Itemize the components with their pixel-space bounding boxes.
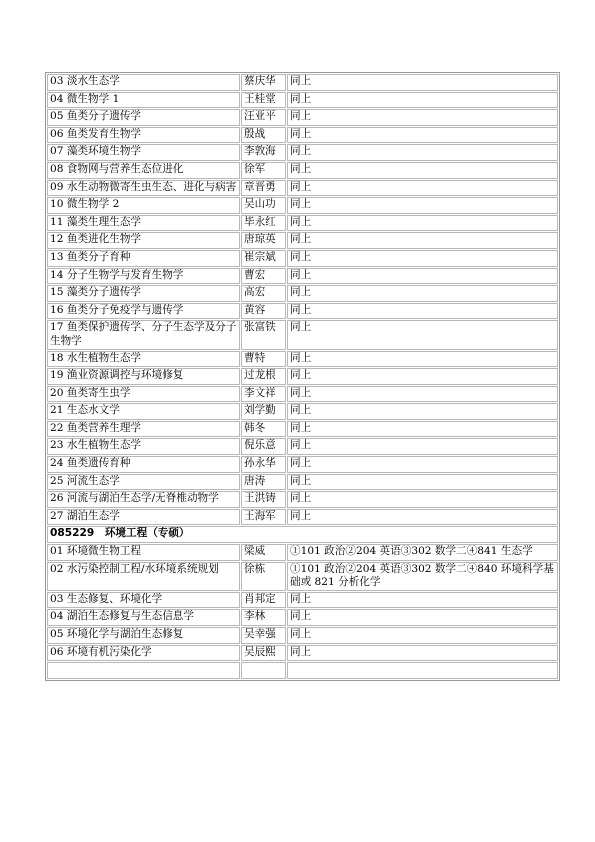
exam-cell: 同上	[287, 250, 558, 267]
tutor-cell: 梁威	[241, 544, 286, 561]
tutor-cell: 殷战	[241, 127, 286, 144]
direction-cell: 25 河流生态学	[47, 474, 240, 491]
exam-cell: 同上	[287, 215, 558, 232]
exam-cell: 同上	[287, 474, 558, 491]
tutor-cell: 刘学勤	[241, 403, 286, 420]
tutor-cell: 李敦海	[241, 144, 286, 161]
direction-cell: 10 微生物学 2	[47, 197, 240, 214]
enrollment-catalog-table	[45, 72, 560, 681]
direction-cell: 26 河流与湖泊生态学/无脊椎动物学	[47, 491, 240, 508]
table-row	[47, 74, 558, 91]
tutor-cell: 过龙根	[241, 368, 286, 385]
table-row	[47, 544, 558, 561]
tutor-cell: 王洪铸	[241, 491, 286, 508]
exam-cell: 同上	[287, 491, 558, 508]
table-row	[47, 645, 558, 662]
direction-cell: 15 藻类分子遗传学	[47, 285, 240, 302]
table-row	[47, 386, 558, 403]
tutor-cell: 毕永红	[241, 215, 286, 232]
tutor-cell: 吴辰熙	[241, 645, 286, 662]
direction-cell: 13 鱼类分子育种	[47, 250, 240, 267]
tutor-cell: 蔡庆华	[241, 74, 286, 91]
exam-cell: 同上	[287, 180, 558, 197]
direction-cell: 23 水生植物生态学	[47, 438, 240, 455]
table-row	[47, 268, 558, 285]
exam-cell: 同上	[287, 438, 558, 455]
table-row	[47, 491, 558, 508]
exam-cell: 同上	[287, 592, 558, 609]
tutor-cell: 崔宗斌	[241, 250, 286, 267]
exam-cell: 同上	[287, 92, 558, 109]
table-row	[47, 609, 558, 626]
exam-cell: 同上	[287, 351, 558, 368]
table-row	[47, 250, 558, 267]
table-row	[47, 351, 558, 368]
exam-cell: 同上	[287, 509, 558, 526]
table-row	[47, 232, 558, 249]
tutor-cell: 徐军	[241, 162, 286, 179]
exam-cell: 同上	[287, 386, 558, 403]
exam-cell: 同上	[287, 627, 558, 644]
exam-cell: ①101 政治②204 英语③302 数学二④840 环境科学基础或 821 分析化学	[287, 562, 558, 591]
exam-cell: 同上	[287, 162, 558, 179]
direction-cell: 11 藻类生理生态学	[47, 215, 240, 232]
section-header-row	[47, 526, 558, 543]
table-row	[47, 144, 558, 161]
table-row	[47, 162, 558, 179]
table-row	[47, 592, 558, 609]
tutor-cell: 倪乐意	[241, 438, 286, 455]
table-row	[47, 562, 558, 591]
table-row	[47, 320, 558, 349]
direction-cell: 21 生态水文学	[47, 403, 240, 420]
tutor-cell: 李文祥	[241, 386, 286, 403]
empty-row	[47, 662, 558, 679]
table-row	[47, 109, 558, 126]
exam-cell: 同上	[287, 285, 558, 302]
tutor-cell: 孙永华	[241, 456, 286, 473]
tutor-cell: 黄容	[241, 303, 286, 320]
tutor-cell: 唐涛	[241, 474, 286, 491]
table-row	[47, 92, 558, 109]
table-row	[47, 197, 558, 214]
direction-cell: 27 湖泊生态学	[47, 509, 240, 526]
direction-cell: 03 生态修复、环境化学	[47, 592, 240, 609]
exam-cell: 同上	[287, 109, 558, 126]
tutor-cell: 唐琼英	[241, 232, 286, 249]
table-row	[47, 509, 558, 526]
exam-cell: 同上	[287, 74, 558, 91]
tutor-cell: 章晋勇	[241, 180, 286, 197]
direction-cell: 02 水污染控制工程/水环境系统规划	[47, 562, 240, 591]
direction-cell: 20 鱼类寄生虫学	[47, 386, 240, 403]
exam-cell: 同上	[287, 645, 558, 662]
empty-cell	[47, 662, 240, 679]
tutor-cell: 王海军	[241, 509, 286, 526]
direction-cell: 08 食物网与营养生态位进化	[47, 162, 240, 179]
exam-cell: 同上	[287, 127, 558, 144]
tutor-cell: 王桂堂	[241, 92, 286, 109]
direction-cell: 19 渔业资源调控与环境修复	[47, 368, 240, 385]
table-row	[47, 215, 558, 232]
direction-cell: 22 鱼类营养生理学	[47, 421, 240, 438]
exam-cell: ①101 政治②204 英语③302 数学二④841 生态学	[287, 544, 558, 561]
exam-cell: 同上	[287, 609, 558, 626]
tutor-cell: 张富铁	[241, 320, 286, 349]
direction-cell: 05 环境化学与湖泊生态修复	[47, 627, 240, 644]
direction-cell: 06 环境有机污染化学	[47, 645, 240, 662]
exam-cell: 同上	[287, 320, 558, 349]
table-row	[47, 456, 558, 473]
table-row	[47, 421, 558, 438]
tutor-cell: 曹宏	[241, 268, 286, 285]
table-row	[47, 403, 558, 420]
table-row	[47, 627, 558, 644]
direction-cell: 01 环境微生物工程	[47, 544, 240, 561]
exam-cell: 同上	[287, 456, 558, 473]
exam-cell: 同上	[287, 268, 558, 285]
exam-cell: 同上	[287, 232, 558, 249]
catalog-body	[47, 74, 558, 679]
direction-cell: 12 鱼类进化生物学	[47, 232, 240, 249]
exam-cell: 同上	[287, 403, 558, 420]
exam-cell: 同上	[287, 197, 558, 214]
tutor-cell: 汪亚平	[241, 109, 286, 126]
exam-cell: 同上	[287, 303, 558, 320]
empty-cell	[241, 662, 286, 679]
direction-cell: 14 分子生物学与发育生物学	[47, 268, 240, 285]
section-title: 085229 环境工程（专硕）	[47, 526, 558, 543]
tutor-cell: 李林	[241, 609, 286, 626]
direction-cell: 04 湖泊生态修复与生态信息学	[47, 609, 240, 626]
table-row	[47, 180, 558, 197]
table-row	[47, 285, 558, 302]
direction-cell: 18 水生植物生态学	[47, 351, 240, 368]
direction-cell: 07 藻类环境生物学	[47, 144, 240, 161]
exam-cell: 同上	[287, 368, 558, 385]
table-row	[47, 127, 558, 144]
direction-cell: 24 鱼类遗传育种	[47, 456, 240, 473]
direction-cell: 09 水生动物微寄生虫生态、进化与病害	[47, 180, 240, 197]
exam-cell: 同上	[287, 144, 558, 161]
direction-cell: 05 鱼类分子遗传学	[47, 109, 240, 126]
table-row	[47, 303, 558, 320]
exam-cell: 同上	[287, 421, 558, 438]
tutor-cell: 吴山功	[241, 197, 286, 214]
direction-cell: 04 微生物学 1	[47, 92, 240, 109]
direction-cell: 17 鱼类保护遗传学、分子生态学及分子生物学	[47, 320, 240, 349]
table-row	[47, 368, 558, 385]
tutor-cell: 徐栋	[241, 562, 286, 591]
tutor-cell: 吴幸强	[241, 627, 286, 644]
table-row	[47, 438, 558, 455]
tutor-cell: 曹特	[241, 351, 286, 368]
empty-cell	[287, 662, 558, 679]
tutor-cell: 肖邦定	[241, 592, 286, 609]
table-row	[47, 474, 558, 491]
tutor-cell: 高宏	[241, 285, 286, 302]
direction-cell: 03 淡水生态学	[47, 74, 240, 91]
direction-cell: 16 鱼类分子免疫学与遗传学	[47, 303, 240, 320]
tutor-cell: 韩冬	[241, 421, 286, 438]
direction-cell: 06 鱼类发育生物学	[47, 127, 240, 144]
